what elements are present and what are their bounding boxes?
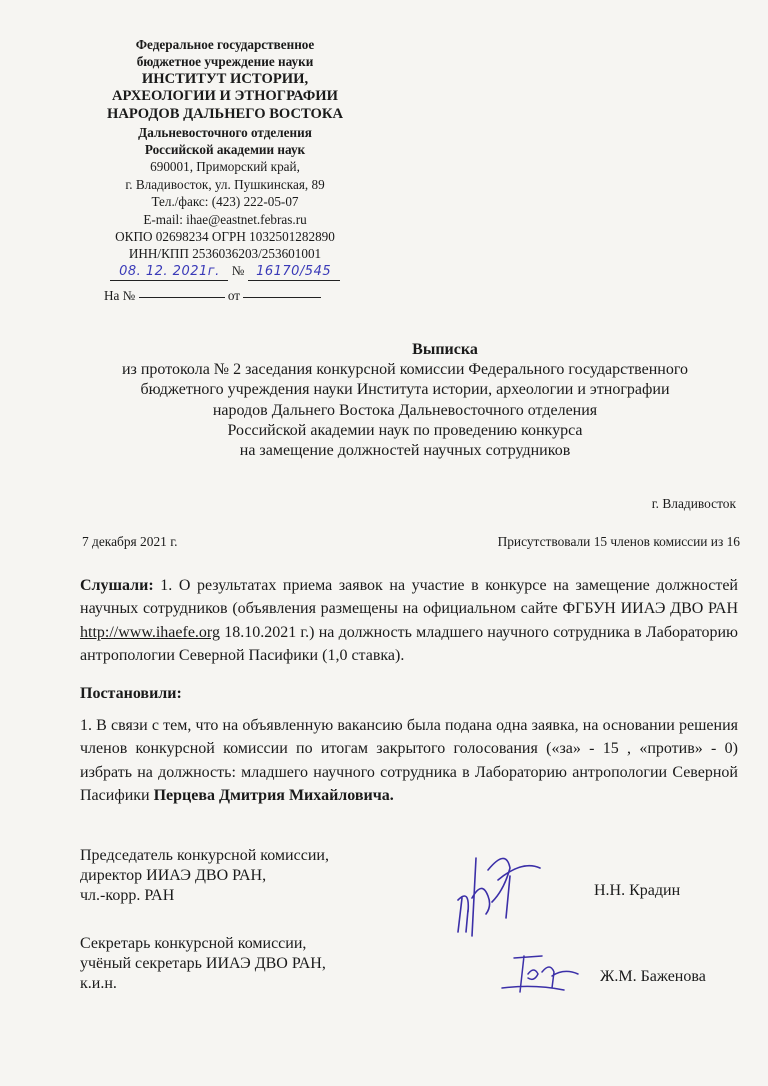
heard-paragraph: [80, 574, 738, 668]
signature-title-line: Секретарь конкурсной комиссии,: [80, 935, 307, 952]
resolved-paragraph: [80, 714, 738, 808]
signature-title-line: чл.-корр. РАН: [80, 887, 175, 904]
institute-name: АРХЕОЛОГИИ И ЭТНОГРАФИИ: [112, 88, 338, 105]
reference-number-blank: [139, 297, 225, 298]
signature-title-line: Председатель конкурсной комиссии,: [80, 847, 329, 864]
title-line: бюджетного учреждения науки Института истории, археологии и этнографии: [140, 381, 670, 399]
letterhead-line: Дальневосточного отделения: [138, 124, 312, 140]
okpo-line: ОКПО 02698234 ОГРН 1032501282890: [115, 229, 335, 245]
letterhead-line: бюджетное учреждение науки: [136, 54, 314, 70]
secretary-name: Ж.М. Баженова: [600, 968, 706, 985]
signature-title-line: учёный секретарь ИИАЭ ДВО РАН,: [80, 955, 326, 972]
date-row: [82, 534, 740, 550]
institute-name: ИНСТИТУТ ИСТОРИИ,: [141, 70, 309, 87]
outgoing-date-field: [110, 262, 228, 281]
reference-date-blank: [243, 297, 321, 298]
letterhead: [80, 36, 370, 282]
chairman-title: [80, 846, 329, 906]
letterhead-line: Федеральное государственное: [135, 37, 315, 52]
reference-prefix: На №: [104, 288, 136, 303]
outgoing-number-field: [248, 262, 340, 281]
inn-line: ИНН/КПП 2536036203/253601001: [128, 246, 322, 262]
institute-name: НАРОДОВ ДАЛЬНЕГО ВОСТОКА: [106, 106, 344, 122]
phone-line: Тел./факс: (423) 222-05-07: [151, 194, 299, 210]
document-title: [70, 340, 740, 461]
heard-text-end: 18.10.2021 г.) на должность младшего научного сотрудника в Лабораторию антропологии Северной Пасифики (1,0 ставка).: [80, 623, 738, 665]
email-line: E-mail: ihae@eastnet.febras.ru: [143, 211, 307, 227]
signature-title-line: к.и.н.: [80, 975, 117, 992]
meeting-date: 7 декабря 2021 г.: [82, 534, 178, 549]
heard-text: 1. О результатах приема заявок на участие в конкурсе на замещение должностей научных сотрудников (объявления размещены на официальном сайте ФГБУН ИИАЭ ДВО РАН: [80, 577, 738, 618]
number-sign: №: [231, 262, 245, 278]
heard-label: Слушали:: [80, 577, 154, 594]
outgoing-number-line: [80, 262, 370, 282]
chairman-name: Н.Н. Крадин: [594, 882, 681, 899]
reference-line: [104, 288, 321, 304]
address-line: 690001, Приморский край,: [150, 159, 300, 175]
letterhead-line: Российской академии наук: [144, 142, 306, 157]
title-line: народов Дальнего Востока Дальневосточного отделения: [212, 401, 598, 419]
address-line: г. Владивосток, ул. Пушкинская, 89: [125, 176, 325, 192]
city: г. Владивосток: [651, 496, 736, 511]
title-line: Российской академии наук по проведению конкурса: [227, 421, 583, 439]
reference-from: от: [227, 288, 241, 303]
elected-name: Перцева Дмитрия Михайловича.: [153, 787, 394, 805]
handwritten-number: 16170/545: [256, 263, 332, 279]
resolved-text: 1. В связи с тем, что на объявленную вакансию была подана одна заявка, на основании решения членов конкурсной комиссии по итогам закрытого голосования («за» - 15 , «против» - 0) избрать на должность: младшего научного сотрудника в Лабораторию антропологии Северной Пасифики: [80, 717, 738, 805]
signature-title-line: директор ИИАЭ ДВО РАН,: [80, 867, 267, 884]
resolved-label: Постановили:: [80, 685, 182, 702]
attendance: Присутствовали 15 членов комиссии из 16: [497, 534, 740, 549]
website-link[interactable]: http://www.ihaefe.org: [80, 623, 220, 641]
handwritten-date: 08. 12. 2021г.: [119, 263, 220, 279]
secretary-signature: [494, 948, 584, 1000]
chairman-signature: [448, 840, 558, 940]
title-line: из протокола № 2 заседания конкурсной комиссии Федерального государственного: [121, 361, 689, 379]
title-heading: Выписка: [412, 341, 478, 358]
secretary-title: [80, 934, 326, 994]
title-line: на замещение должностей научных сотрудников: [239, 442, 571, 460]
